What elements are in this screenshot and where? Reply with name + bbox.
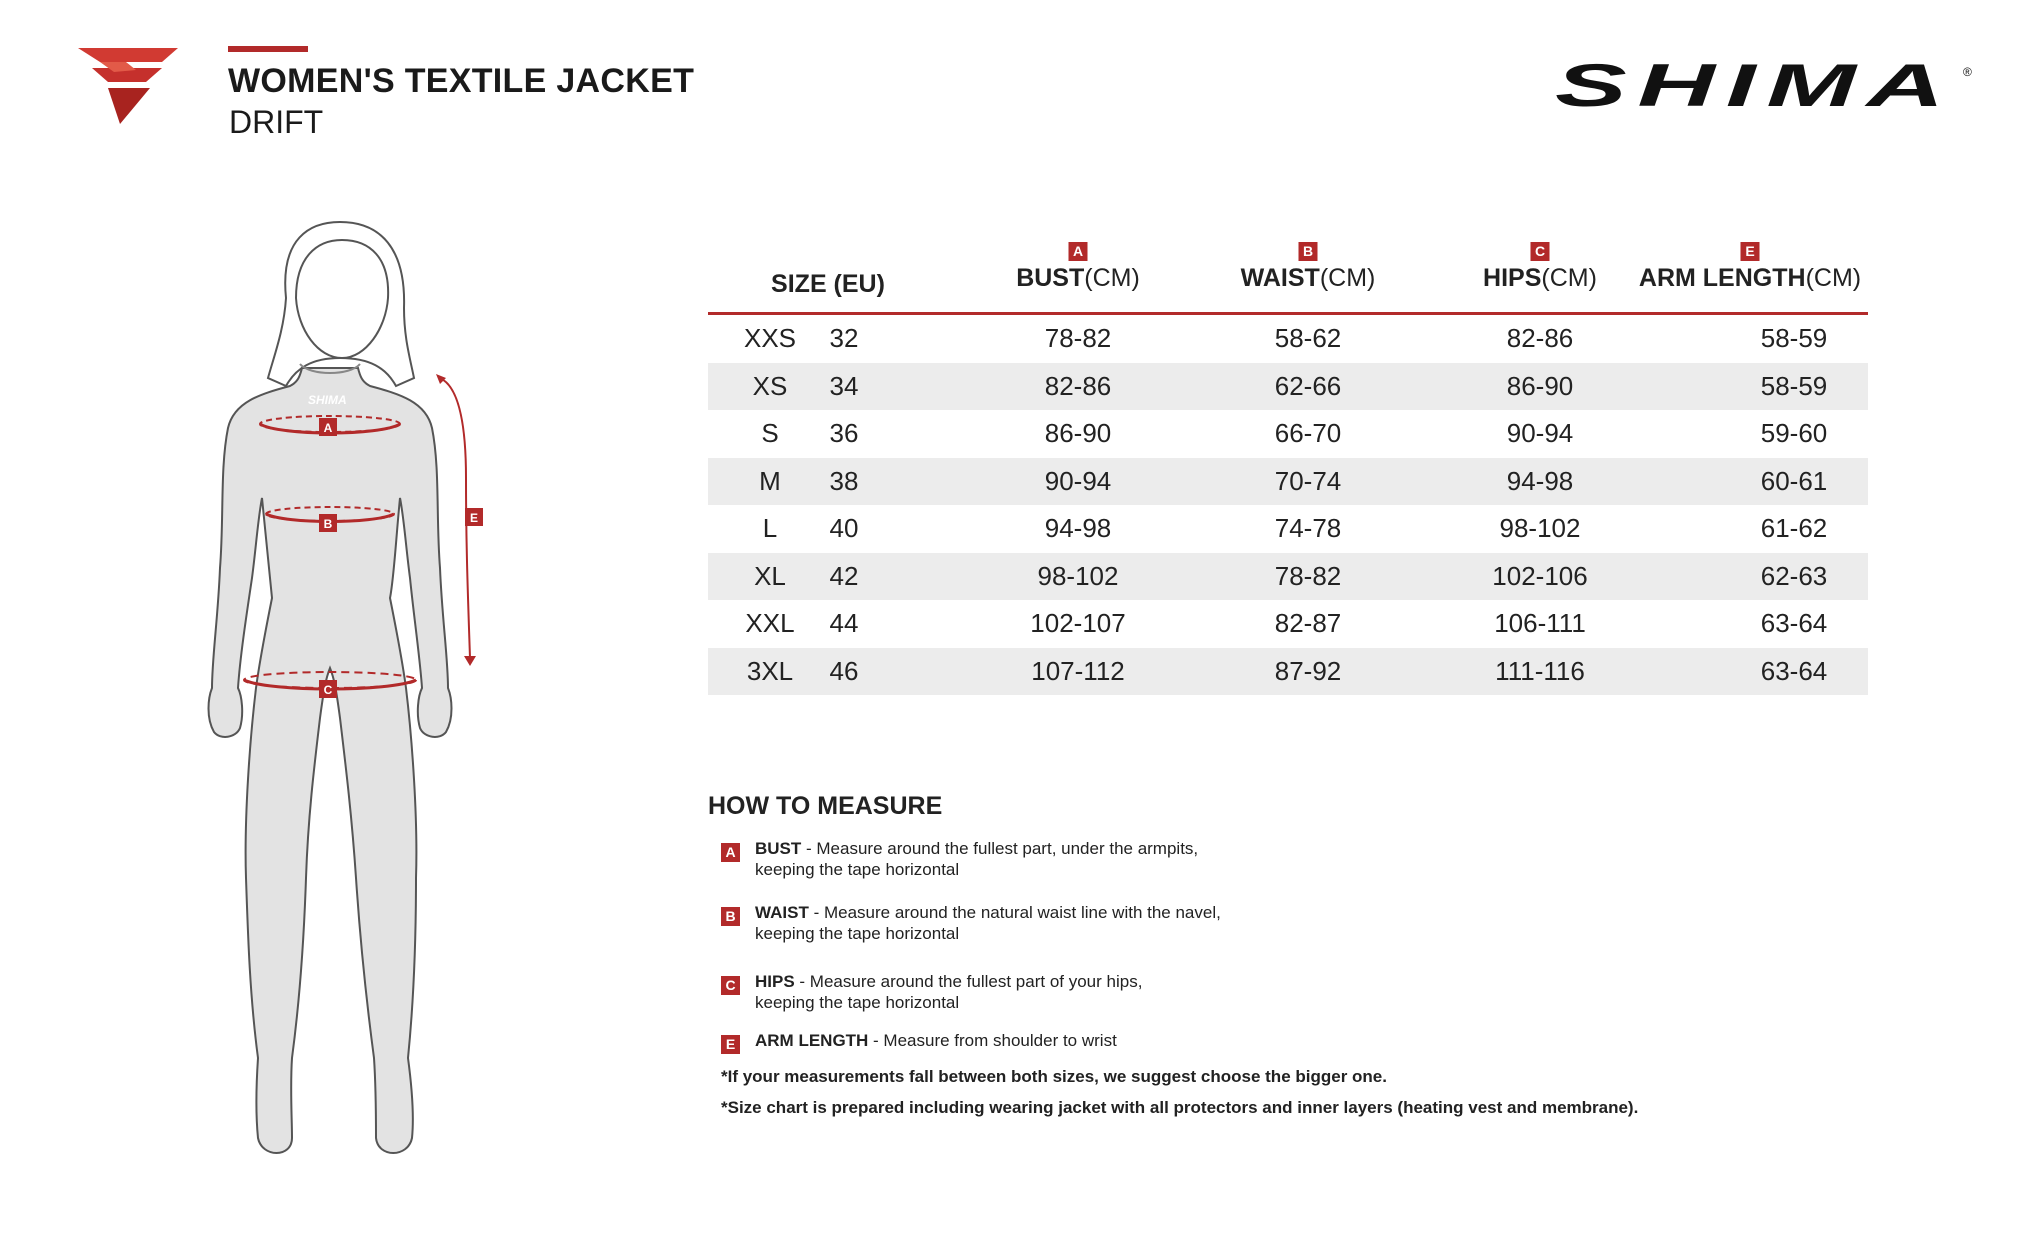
cell-hips: 94-98	[1506, 465, 1574, 496]
cell-arm: 58-59	[1760, 370, 1828, 401]
col-header-bust: A BUST(CM)	[1016, 243, 1140, 292]
cell-size: S	[761, 418, 779, 448]
table-row	[708, 648, 1868, 696]
table-row	[708, 600, 1868, 648]
table-header	[708, 240, 1868, 315]
cell-arm: 59-60	[1760, 418, 1828, 448]
cell-size: XL	[754, 560, 786, 591]
cell-bust: 107-112	[1031, 655, 1125, 686]
cell-hips: 82-86	[1506, 323, 1574, 353]
page-title: WOMEN'S TEXTILE JACKET	[228, 62, 695, 100]
chest-logo: SHIMA	[308, 393, 347, 407]
cell-bust: 90-94	[1044, 465, 1112, 496]
cell-arm: 63-64	[1760, 608, 1828, 638]
cell-bust: 98-102	[1037, 560, 1119, 591]
cell-size: M	[759, 465, 781, 496]
table-row	[708, 315, 1868, 363]
cell-eu: 40	[829, 513, 859, 543]
badge-e: E	[1741, 242, 1760, 261]
cell-hips: 86-90	[1506, 370, 1574, 401]
shima-flame-logo-icon	[78, 48, 178, 131]
cell-size: 3XL	[746, 655, 794, 686]
cell-eu: 34	[829, 370, 859, 401]
cell-arm: 61-62	[1760, 513, 1828, 543]
cell-size: XXL	[745, 608, 795, 638]
cell-size: L	[762, 513, 778, 543]
badge-e: E	[721, 1035, 740, 1054]
cell-bust: 94-98	[1044, 513, 1112, 543]
cell-eu: 46	[829, 655, 859, 686]
cell-waist: 58-62	[1274, 323, 1342, 353]
col-header-arm-length: E ARM LENGTH(CM)	[1638, 243, 1862, 292]
registered-mark: ®	[1963, 65, 1972, 79]
cell-hips: 106-111	[1494, 608, 1586, 638]
layering-note: *Size chart is prepared including wearing jacket with all protectors and inner layers (heating vest and membrane).	[721, 1098, 1639, 1117]
badge-a: A	[1069, 242, 1088, 261]
cell-bust: 86-90	[1044, 418, 1112, 448]
cell-eu: 42	[829, 560, 859, 591]
cell-arm: 60-61	[1760, 465, 1828, 496]
badge-a: A	[721, 843, 740, 862]
cell-waist: 87-92	[1274, 655, 1342, 686]
marker-e: E	[469, 511, 479, 525]
badge-c: C	[721, 976, 740, 995]
col-header-size: SIZE (EU)	[771, 270, 885, 298]
marker-b: B	[323, 517, 333, 531]
cell-eu: 44	[829, 608, 859, 638]
brand-logo	[1555, 62, 1985, 123]
col-header-waist: B WAIST(CM)	[1240, 243, 1376, 292]
cell-eu: 36	[829, 418, 859, 448]
cell-waist: 82-87	[1274, 608, 1342, 638]
cell-hips: 111-116	[1495, 655, 1585, 686]
page-subtitle: DRIFT	[229, 104, 324, 140]
title-accent-bar	[228, 46, 308, 52]
cell-hips: 98-102	[1499, 513, 1581, 543]
marker-a: A	[323, 421, 333, 435]
cell-size: XXS	[743, 323, 797, 353]
cell-waist: 66-70	[1274, 418, 1342, 448]
cell-arm: 62-63	[1760, 560, 1828, 591]
cell-waist: 62-66	[1274, 370, 1342, 401]
how-to-measure-heading: HOW TO MEASURE	[708, 792, 943, 820]
cell-eu: 38	[829, 465, 859, 496]
cell-bust: 102-107	[1030, 608, 1126, 638]
body-measurement-figure	[200, 218, 500, 1173]
badge-b: B	[721, 907, 740, 926]
cell-bust: 78-82	[1044, 323, 1112, 353]
table-row	[708, 458, 1868, 506]
marker-c: C	[323, 683, 333, 697]
table-row	[708, 553, 1868, 601]
cell-size: XS	[752, 370, 788, 401]
cell-waist: 70-74	[1274, 465, 1342, 496]
badge-b: B	[1299, 242, 1318, 261]
cell-waist: 74-78	[1274, 513, 1342, 543]
size-note: *If your measurements fall between both sizes, we suggest choose the bigger one.	[721, 1067, 1387, 1086]
cell-bust: 82-86	[1044, 370, 1112, 401]
cell-waist: 78-82	[1274, 560, 1342, 591]
cell-eu: 32	[829, 323, 859, 353]
size-table	[708, 240, 1868, 695]
cell-arm: 58-59	[1760, 323, 1828, 353]
table-row	[708, 363, 1868, 411]
cell-hips: 102-106	[1492, 560, 1588, 591]
table-row	[708, 505, 1868, 553]
badge-c: C	[1531, 242, 1550, 261]
cell-arm: 63-64	[1760, 655, 1828, 686]
brand-wordmark: SHIMA	[1555, 62, 1955, 118]
table-row	[708, 410, 1868, 458]
cell-hips: 90-94	[1506, 418, 1574, 448]
col-header-hips: C HIPS(CM)	[1483, 243, 1597, 292]
